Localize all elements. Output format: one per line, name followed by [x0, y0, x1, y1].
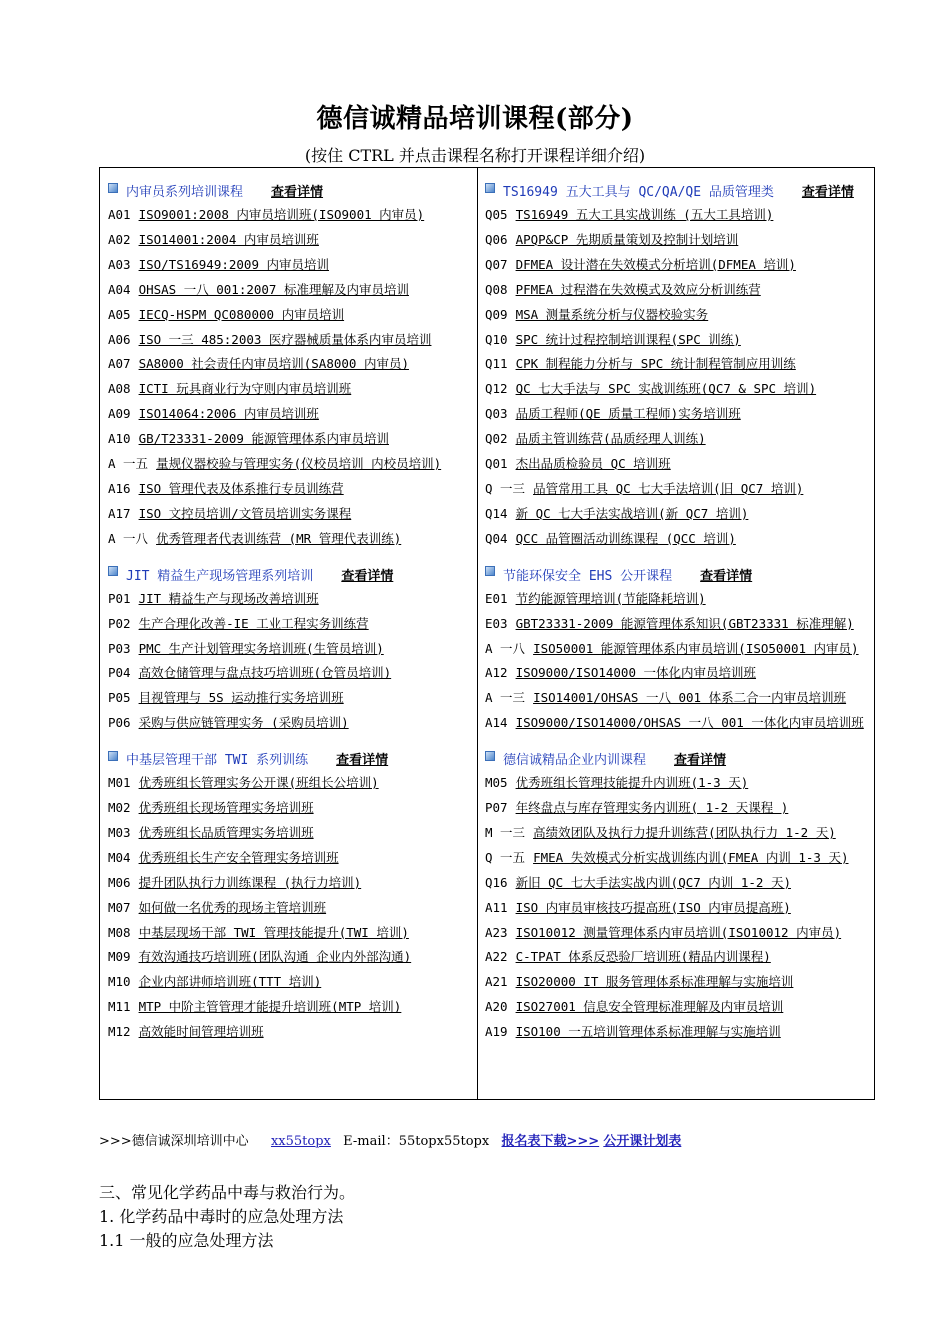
course-link[interactable]: 节约能源管理培训(节能降耗培训) [515, 590, 706, 606]
footer-prefix: >>>德信诚深圳培训中心 [99, 1134, 249, 1149]
course-row [108, 377, 477, 402]
course-section [485, 178, 874, 552]
course-code: A01 [108, 207, 131, 222]
course-code: Q07 [485, 256, 508, 272]
left-column [100, 168, 478, 1099]
course-link[interactable]: ISO 管理代表及体系推行专员训练营 [138, 480, 344, 496]
course-code: Q12 [485, 381, 508, 397]
course-row [108, 1020, 477, 1045]
email-value: 55topx55topx [398, 1134, 490, 1149]
course-link[interactable]: 优秀班组长生产安全管理实务培训班 [138, 849, 339, 865]
section-header [485, 178, 874, 203]
course-link[interactable]: ISO14001/OHSAS 一八 001 体系二合一内审员培训班 [533, 690, 847, 706]
course-code: Q06 [485, 231, 508, 247]
course-code: M06 [108, 874, 131, 890]
course-row [485, 637, 874, 662]
course-row [108, 612, 477, 637]
course-row [485, 921, 874, 946]
section-image-icon [485, 751, 495, 761]
course-row [485, 711, 874, 736]
course-link[interactable]: 高效仓储管理与盘点技巧培训班(仓管员培训) [138, 665, 392, 681]
course-code: M03 [108, 824, 131, 840]
section-title: 内审员系列培训课程 [126, 185, 244, 200]
course-row [485, 796, 874, 821]
course-code: P05 [108, 690, 131, 706]
course-row [485, 970, 874, 995]
course-link[interactable]: 中基层现场干部 TWI 管理技能提升(TWI 培训) [138, 924, 409, 940]
course-link[interactable]: SA8000 社会责任内审员培训(SA8000 内审员) [138, 356, 409, 372]
course-code: Q03 [485, 406, 508, 422]
section-title: JIT 精益生产现场管理系列培训 [126, 568, 314, 584]
course-link[interactable]: 优秀班组长管理技能提升内训班(1-3 天) [515, 775, 749, 791]
course-link[interactable]: 企业内部讲师培训班(TTT 培训) [138, 974, 322, 990]
course-link[interactable]: ISO9000/ISO14000/OHSAS 一八 001 一体化内审员培训班 [515, 715, 864, 731]
course-code: Q02 [485, 431, 508, 447]
view-details-link[interactable]: 查看详情 [674, 753, 727, 769]
course-link[interactable]: 品管常用工具 QC 七大手法培训(旧 QC7 培训) [533, 480, 804, 496]
course-link[interactable]: IECQ-HSPM QC080000 内审员培训 [138, 306, 345, 322]
course-code: A20 [485, 999, 508, 1015]
course-link[interactable]: PFMEA 过程潜在失效模式及效应分析训练营 [515, 281, 761, 297]
course-row [485, 771, 874, 796]
course-row [108, 228, 477, 253]
course-row [108, 637, 477, 662]
course-code: A11 [485, 899, 508, 915]
site-link[interactable]: xx55topx [270, 1134, 331, 1149]
view-details-link[interactable]: 查看详情 [271, 185, 324, 200]
course-row [485, 871, 874, 896]
page-subtitle: (按住 CTRL 并点击课程名称打开课程详细介绍) [304, 146, 646, 165]
section-image-icon [485, 566, 495, 576]
course-link[interactable]: 优秀班组长品质管理实务培训班 [138, 824, 314, 840]
course-link[interactable]: GB/T23331-2009 能源管理体系内审员培训 [138, 431, 389, 447]
course-section [108, 746, 477, 1045]
course-link[interactable]: 如何做一名优秀的现场主管培训班 [138, 899, 327, 915]
course-code: Q 一三 [485, 480, 526, 496]
course-row [108, 427, 477, 452]
course-code: A 一五 [108, 456, 149, 472]
course-link[interactable]: C-TPAT 体系反恐验厂培训班(精品内训课程) [515, 949, 771, 965]
course-code: M07 [108, 899, 131, 915]
course-code: Q08 [485, 281, 508, 297]
course-link[interactable]: 量规仪器校验与管理实务(仪校员培训 内校员培训) [156, 456, 442, 472]
course-code: M08 [108, 924, 131, 940]
course-row [485, 686, 874, 711]
course-link[interactable]: 新 QC 七大手法实战培训(新 QC7 培训) [515, 505, 749, 521]
course-code: A05 [108, 306, 131, 322]
course-code: A09 [108, 406, 131, 422]
course-code: M09 [108, 949, 131, 965]
course-code: P04 [108, 665, 131, 681]
course-link[interactable]: ISO10012 测量管理体系内审员培训(ISO10012 内审员) [515, 924, 842, 940]
course-row [485, 587, 874, 612]
course-code: Q11 [485, 356, 508, 372]
course-row [108, 771, 477, 796]
course-link[interactable]: ISO9000/ISO14000 一体化内审员培训班 [515, 665, 757, 681]
course-code: M04 [108, 849, 131, 865]
course-code: Q 一五 [485, 849, 526, 865]
course-code: A17 [108, 505, 131, 521]
course-row [485, 452, 874, 477]
course-row [108, 203, 477, 228]
section-header [485, 746, 874, 771]
course-link[interactable]: 生产合理化改善-IE 工业工程实务训练营 [138, 615, 369, 631]
section-image-icon [108, 183, 118, 193]
course-row [108, 821, 477, 846]
course-code: A22 [485, 949, 508, 965]
course-row [485, 846, 874, 871]
course-code: M12 [108, 1024, 131, 1040]
section-title: TS16949 五大工具与 QC/QA/QE 品质管理类 [503, 185, 774, 200]
course-link[interactable]: ISO27001 信息安全管理标准理解及内审员培训 [515, 999, 784, 1015]
course-code: A06 [108, 331, 131, 347]
course-code: A02 [108, 231, 131, 247]
course-row [108, 303, 477, 328]
course-row [108, 846, 477, 871]
course-row [108, 970, 477, 995]
course-code: E01 [485, 590, 508, 606]
course-section [485, 746, 874, 1045]
course-row [485, 821, 874, 846]
footer-line [99, 1130, 681, 1149]
course-row [485, 303, 874, 328]
course-row [485, 502, 874, 527]
course-link[interactable]: 高效能时间管理培训班 [138, 1024, 264, 1040]
course-link[interactable]: QC 七大手法与 SPC 实战训练班(QC7 & SPC 培训) [515, 381, 817, 397]
course-link[interactable]: 新旧 QC 七大手法实战内训(QC7 内训 1-2 天) [515, 874, 791, 890]
course-link[interactable]: 目视管理与 5S 运动推行实务培训班 [138, 690, 344, 706]
course-row [485, 1020, 874, 1045]
course-row [108, 527, 477, 552]
course-link[interactable]: OHSAS 一八 001:2007 标准理解及内审员培训 [138, 281, 409, 297]
course-row [108, 477, 477, 502]
course-row [485, 352, 874, 377]
course-code: A03 [108, 256, 131, 272]
course-section [108, 178, 477, 552]
course-code: M05 [485, 775, 508, 791]
course-link[interactable]: 优秀管理者代表训练营 (MR 管理代表训练) [156, 530, 402, 546]
course-row [485, 228, 874, 253]
course-link[interactable]: 高绩效团队及执行力提升训练营(团队执行力 1-2 天) [533, 824, 836, 840]
section-header [108, 746, 477, 771]
course-code: Q14 [485, 505, 508, 521]
course-link[interactable]: QCC 品管圈活动训练课程 (QCC 培训) [515, 530, 736, 546]
course-link[interactable]: ISO 内审员审核技巧提高班(ISO 内审员提高班) [515, 899, 791, 915]
course-row [485, 527, 874, 552]
course-code: Q16 [485, 874, 508, 890]
course-link[interactable]: 年终盘点与库存管理实务内训班( 1-2 天课程 ) [515, 800, 789, 816]
view-details-link[interactable]: 查看详情 [801, 185, 854, 200]
body-line-3: 1.1 一般的应急处理方法 [99, 1231, 274, 1250]
course-row [108, 871, 477, 896]
right-column [478, 168, 874, 1099]
course-link[interactable]: ISO 一三 485:2003 医疗器械质量体系内审员培训 [138, 331, 432, 347]
course-code: Q05 [485, 207, 508, 222]
course-code: A08 [108, 381, 131, 397]
course-link[interactable]: ISO100 一五培训管理体系标准理解与实施培训 [515, 1024, 781, 1040]
course-link[interactable]: SPC 统计过程控制培训课程(SPC 训练) [515, 331, 741, 347]
section-image-icon [108, 566, 118, 576]
course-link[interactable]: ISO14064:2006 内审员培训班 [138, 406, 319, 422]
course-code: A 一八 [485, 640, 526, 656]
section-title: 中基层管理干部 TWI 系列训练 [126, 753, 309, 769]
course-code: P06 [108, 715, 131, 731]
course-row [108, 253, 477, 278]
course-link[interactable]: 品质工程师(QE 质量工程师)实务培训班 [515, 406, 741, 422]
email-label: E-mail： [343, 1134, 399, 1149]
course-link[interactable]: 采购与供应链管理实务 (采购员培训) [138, 715, 349, 731]
course-row [108, 896, 477, 921]
course-row [108, 995, 477, 1020]
course-link[interactable]: 品质主管训练营(品质经理人训练) [515, 431, 706, 447]
course-code: Q01 [485, 456, 508, 472]
course-row [108, 686, 477, 711]
course-code: Q10 [485, 331, 508, 347]
course-row [108, 452, 477, 477]
course-table [99, 167, 875, 1100]
section-header [108, 562, 477, 587]
course-section [485, 562, 874, 736]
course-row [485, 477, 874, 502]
course-code: A10 [108, 431, 131, 447]
course-code: E03 [485, 615, 508, 631]
course-code: A16 [108, 480, 131, 496]
course-link[interactable]: 优秀班组长管理实务公开课(班组长公培训) [138, 775, 379, 791]
course-link[interactable]: JIT 精益生产与现场改善培训班 [138, 590, 319, 606]
course-row [485, 328, 874, 353]
course-code: Q04 [485, 530, 508, 546]
public-course-plan-link[interactable]: 公开课计划表 [603, 1134, 682, 1149]
course-link[interactable]: 有效沟通技巧培训班(团队沟通 企业内外部沟通) [138, 949, 412, 965]
course-code: A04 [108, 281, 131, 297]
course-row [108, 945, 477, 970]
course-row [485, 278, 874, 303]
page-title: 德信诚精品培训课程(部分) [316, 104, 634, 134]
course-row [485, 995, 874, 1020]
course-code: M02 [108, 800, 131, 816]
course-link[interactable]: PMC 生产计划管理实务培训班(生管员培训) [138, 640, 384, 656]
course-code: A07 [108, 356, 131, 372]
course-row [108, 587, 477, 612]
course-row [485, 427, 874, 452]
course-row [108, 328, 477, 353]
course-link[interactable]: 提升团队执行力训练课程 (执行力培训) [138, 874, 362, 890]
course-link[interactable]: 优秀班组长现场管理实务培训班 [138, 800, 314, 816]
course-code: P07 [485, 800, 508, 816]
course-link[interactable]: ISO50001 能源管理体系内审员培训(ISO50001 内审员) [533, 640, 859, 656]
course-link[interactable]: FMEA 失效模式分析实战训练内训(FMEA 内训 1-3 天) [533, 849, 849, 865]
course-code: M 一三 [485, 824, 526, 840]
course-code: Q09 [485, 306, 508, 322]
course-row [108, 796, 477, 821]
course-row [485, 402, 874, 427]
course-code: A 一八 [108, 530, 149, 546]
course-row [108, 402, 477, 427]
course-link[interactable]: MTP 中阶主管管理才能提升培训班(MTP 培训) [138, 999, 402, 1015]
course-link[interactable]: MSA 测量系统分析与仪器校验实务 [515, 306, 709, 322]
course-code: A 一三 [485, 690, 526, 706]
body-line-1: 三、常见化学药品中毒与救治行为。 [99, 1183, 356, 1202]
course-code: M01 [108, 775, 131, 791]
course-row [108, 278, 477, 303]
view-details-link[interactable]: 查看详情 [341, 568, 394, 584]
course-row [485, 945, 874, 970]
course-link[interactable]: GBT23331-2009 能源管理体系知识(GBT23331 标准理解) [515, 615, 854, 631]
course-row [485, 896, 874, 921]
section-image-icon [108, 751, 118, 761]
course-link[interactable]: ISO9001:2008 内审员培训班(ISO9001 内审员) [138, 207, 425, 222]
course-row [108, 711, 477, 736]
course-link[interactable]: ISO/TS16949:2009 内审员培训 [138, 256, 330, 272]
course-link[interactable]: APQP&CP 先期质量策划及控制计划培训 [515, 231, 739, 247]
course-row [485, 377, 874, 402]
signup-download-link[interactable]: 报名表下载>>> [501, 1134, 600, 1149]
course-link[interactable]: ISO14001:2004 内审员培训班 [138, 231, 319, 247]
course-row [108, 502, 477, 527]
course-code: A19 [485, 1024, 508, 1040]
course-code: A23 [485, 924, 508, 940]
course-link[interactable]: DFMEA 设计潜在失效模式分析培训(DFMEA 培训) [515, 256, 796, 272]
course-row [485, 612, 874, 637]
view-details-link[interactable]: 查看详情 [700, 568, 753, 584]
course-link[interactable]: ISO20000 IT 服务管理体系标准理解与实施培训 [515, 974, 794, 990]
course-row [108, 352, 477, 377]
section-title: 节能环保安全 EHS 公开课程 [503, 568, 673, 584]
course-code: A12 [485, 665, 508, 681]
course-link[interactable]: ISO 文控员培训/文管员培训实务课程 [138, 505, 352, 521]
section-header [485, 562, 874, 587]
course-link[interactable]: CPK 制程能力分析与 SPC 统计制程管制应用训练 [515, 356, 796, 372]
course-code: P01 [108, 590, 131, 606]
course-code: M11 [108, 999, 131, 1015]
section-title: 德信诚精品企业内训课程 [503, 753, 647, 769]
course-row [485, 203, 874, 228]
course-link[interactable]: 杰出品质检验员 QC 培训班 [515, 456, 671, 472]
course-code: M10 [108, 974, 131, 990]
course-link[interactable]: ICTI 玩具商业行为守则内审员培训班 [138, 381, 352, 397]
course-code: A21 [485, 974, 508, 990]
body-line-2: 1. 化学药品中毒时的应急处理方法 [99, 1207, 344, 1226]
course-code: P02 [108, 615, 131, 631]
course-row [108, 661, 477, 686]
course-link[interactable]: TS16949 五大工具实战训练 (五大工具培训) [515, 207, 774, 222]
view-details-link[interactable]: 查看详情 [336, 753, 389, 769]
course-row [485, 661, 874, 686]
course-section [108, 562, 477, 736]
section-image-icon [485, 183, 495, 193]
course-row [108, 921, 477, 946]
course-row [485, 253, 874, 278]
section-header [108, 178, 477, 203]
course-code: P03 [108, 640, 131, 656]
course-code: A14 [485, 715, 508, 731]
